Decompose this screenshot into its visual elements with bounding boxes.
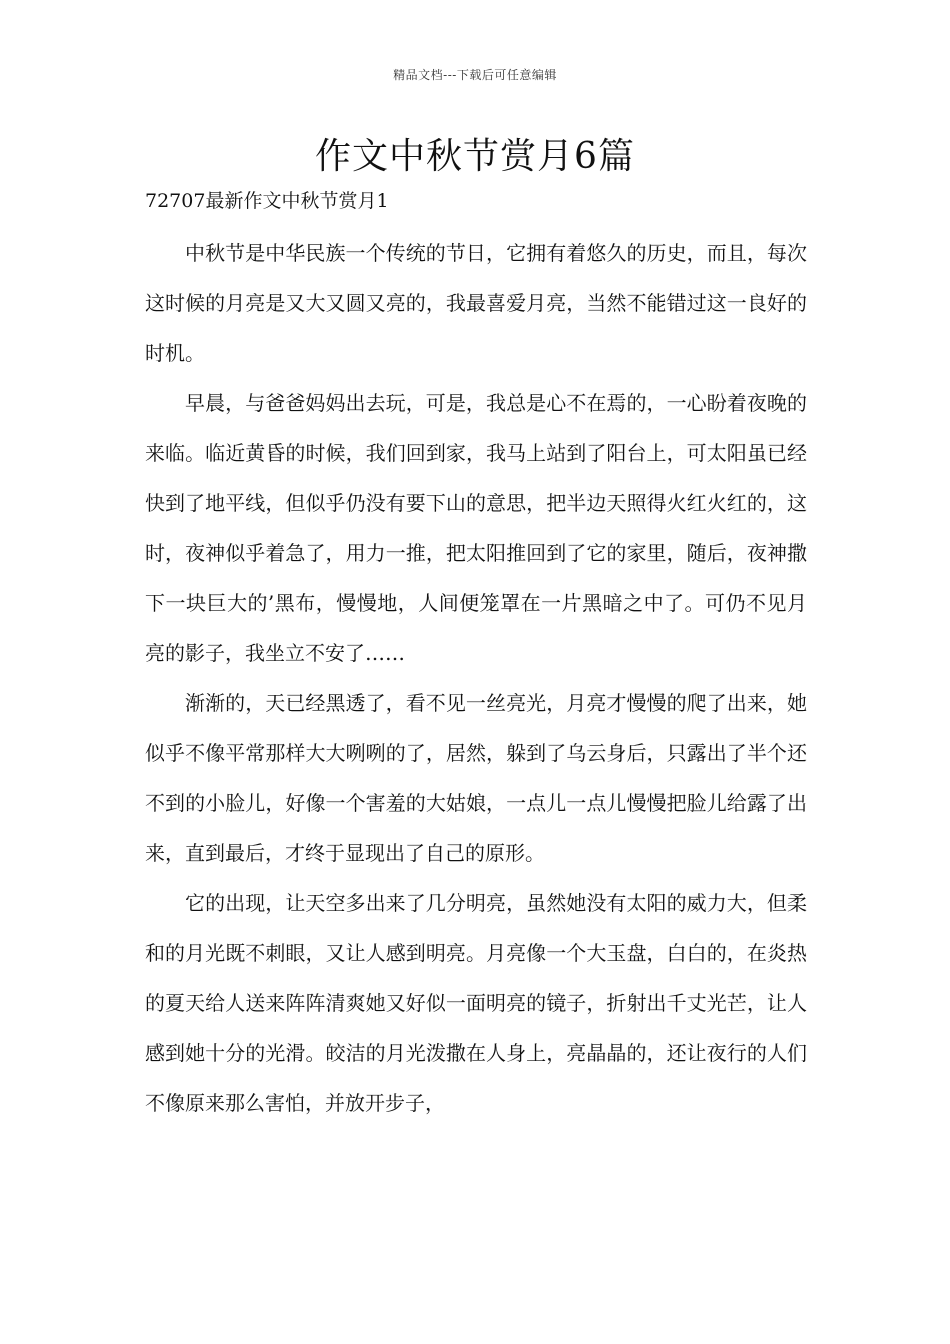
section-heading: 72707最新作文中秋节赏月1: [145, 190, 389, 212]
paragraph: 它的出现，让天空多出来了几分明亮，虽然她没有太阳的威力大，但柔和的月光既不刺眼，又让人感到明亮。月亮像一个大玉盘，白白的，在炎热的夏天给人送来阵阵清爽她又好似一面明亮的镜子，折射出千丈光芒，让人感到她十分的光滑。皎洁的月光泼撒在人身上，亮晶晶的，还让夜行的人们不像原来那么害怕，并放开步子，: [145, 891, 807, 1115]
document-body: [145, 186, 807, 1128]
paragraph: 中秋节是中华民族一个传统的节日，它拥有着悠久的历史，而且，每次这时候的月亮是又大又圆又亮的，我最喜爱月亮，当然不能错过这一良好的时机。: [145, 241, 807, 365]
paragraph: 早晨，与爸爸妈妈出去玩，可是，我总是心不在焉的，一心盼着夜晚的来临。临近黄昏的时候，我们回到家，我马上站到了阳台上，可太阳虽已经快到了地平线，但似乎仍没有要下山的意思，把半边天照得火红火红的，这时，夜神似乎着急了，用力一推，把太阳推回到了它的家里，随后，夜神撒下一块巨大的’黑布，慢慢地，人间便笼罩在一片黑暗之中了。可仍不见月亮的影子，我坐立不安了……: [145, 391, 807, 665]
document-title: 作文中秋节赏月6篇: [315, 136, 635, 177]
header-note: 精品文档---下载后可任意编辑: [393, 68, 557, 82]
paragraph: 渐渐的，天已经黑透了，看不见一丝亮光，月亮才慢慢的爬了出来，她似乎不像平常那样大大咧咧的了，居然，躲到了乌云身后，只露出了半个还不到的小脸儿，好像一个害羞的大姑娘，一点儿一点儿慢慢把脸儿给露了出来，直到最后，才终于显现出了自己的原形。: [145, 691, 807, 865]
